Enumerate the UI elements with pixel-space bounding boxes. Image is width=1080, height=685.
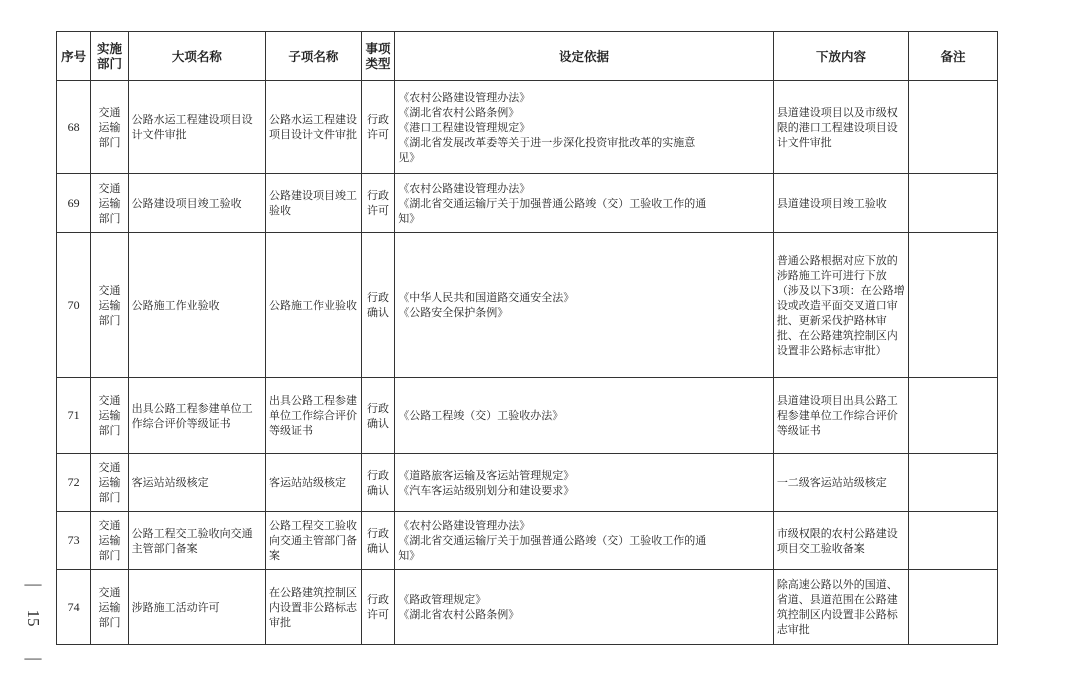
table-row [57,570,998,645]
cell-index: 69 [57,174,91,233]
cell-remark [909,570,998,645]
page-number-dash-bottom: — [24,648,42,667]
cell-index: 68 [57,81,91,174]
cell-content: 普通公路根据对应下放的涉路施工许可进行下放（涉及以下3项：在公路增设或改造平面交叉道口审批、更新采伐护路林审批、在公路建筑控制区内设置非公路标志审批） [773,233,908,378]
cell-index: 71 [57,378,91,454]
basis-line: 《公路工程竣（交）工验收办法》 [398,409,564,422]
cell-minor: 在公路建筑控制区内设置非公路标志审批 [265,570,361,645]
cell-dept: 交通运输部门 [91,570,128,645]
table-row [57,378,998,454]
page-number-text: 15 [24,609,43,627]
header-type: 事项类型 [361,32,394,81]
cell-dept: 交通运输部门 [91,454,128,512]
cell-remark [909,233,998,378]
cell-content: 县道建设项目出具公路工程参建单位工作综合评价等级证书 [773,378,908,454]
basis-line: 《农村公路建设管理办法》 [398,181,531,195]
cell-minor: 出具公路工程参建单位工作综合评价等级证书 [265,378,361,454]
cell-index: 70 [57,233,91,378]
cell-content: 除高速公路以外的国道、省道、县道范围在公路建筑控制区内设置非公路标志审批 [773,570,908,645]
basis-line: 《中华人民共和国道路交通安全法》 [398,291,575,304]
basis-line: 《湖北省发展改革委等关于进一步深化投资审批改革的实施意 [398,135,696,149]
cell-remark [909,454,998,512]
header-basis: 设定依据 [395,32,774,81]
cell-type: 行政许可 [361,570,394,645]
cell-minor: 公路水运工程建设项目设计文件审批 [265,81,361,174]
cell-basis [395,378,774,454]
cell-index: 72 [57,454,91,512]
cell-dept: 交通运输部门 [91,81,128,174]
cell-basis [395,570,774,645]
cell-basis [395,174,774,233]
cell-major: 公路水运工程建设项目设计文件审批 [128,81,265,174]
cell-major: 公路建设项目竣工验收 [128,174,265,233]
cell-dept: 交通运输部门 [91,512,128,570]
table-row [57,233,998,378]
cell-type: 行政许可 [361,174,394,233]
cell-major: 公路工程交工验收向交通主管部门备案 [128,512,265,570]
table-row [57,454,998,512]
cell-minor: 公路施工作业验收 [265,233,361,378]
cell-basis [395,233,774,378]
header-remark: 备注 [909,32,998,81]
cell-type: 行政许可 [361,81,394,174]
basis-line: 《汽车客运站级别划分和建设要求》 [398,483,575,497]
basis-line: 《湖北省农村公路条例》 [398,105,520,119]
table-row [57,512,998,570]
cell-remark [909,378,998,454]
cell-type: 行政确认 [361,233,394,378]
basis-line: 《农村公路建设管理办法》 [398,90,531,104]
cell-remark [909,512,998,570]
basis-line: 《湖北省农村公路条例》 [398,608,520,621]
cell-type: 行政确认 [361,512,394,570]
cell-major: 出具公路工程参建单位工作综合评价等级证书 [128,378,265,454]
header-index: 序号 [57,32,91,81]
basis-line: 《公路安全保护条例》 [398,306,509,319]
table-row [57,174,998,233]
matters-table [56,31,998,645]
page-number-dash-top: — [24,574,42,593]
basis-line: 《路政管理规定》 [398,593,487,606]
cell-major: 涉路施工活动许可 [128,570,265,645]
cell-dept: 交通运输部门 [91,233,128,378]
cell-major: 客运站站级核定 [128,454,265,512]
cell-minor: 公路建设项目竣工验收 [265,174,361,233]
cell-content: 县道建设项目以及市级权限的港口工程建设项目设计文件审批 [773,81,908,174]
basis-line: 《港口工程建设管理规定》 [398,120,531,134]
cell-basis [395,454,774,512]
header-minor: 子项名称 [265,32,361,81]
basis-line: 《道路旅客运输及客运站管理规定》 [398,468,575,482]
cell-dept: 交通运输部门 [91,378,128,454]
cell-minor: 客运站站级核定 [265,454,361,512]
page-number [22,574,44,668]
header-dept: 实施部门 [91,32,128,81]
header-major: 大项名称 [128,32,265,81]
cell-type: 行政确认 [361,454,394,512]
cell-remark [909,81,998,174]
cell-minor: 公路工程交工验收向交通主管部门备案 [265,512,361,570]
cell-content: 县道建设项目竣工验收 [773,174,908,233]
table-row [57,81,998,174]
basis-line: 《农村公路建设管理办法》 [398,519,531,532]
header-row [57,32,998,81]
cell-type: 行政确认 [361,378,394,454]
cell-content: 市级权限的农村公路建设项目交工验收备案 [773,512,908,570]
header-content: 下放内容 [773,32,908,81]
cell-basis [395,512,774,570]
basis-line: 《湖北省交通运输厅关于加强普通公路竣（交）工验收工作的通 [398,196,707,210]
basis-line: 见》 [398,150,421,164]
basis-line: 知》 [398,549,421,562]
cell-basis [395,81,774,174]
cell-major: 公路施工作业验收 [128,233,265,378]
cell-content: 一二级客运站站级核定 [773,454,908,512]
cell-index: 74 [57,570,91,645]
cell-dept: 交通运输部门 [91,174,128,233]
cell-remark [909,174,998,233]
basis-line: 知》 [398,211,421,225]
cell-index: 73 [57,512,91,570]
basis-line: 《湖北省交通运输厅关于加强普通公路竣（交）工验收工作的通 [398,534,707,547]
